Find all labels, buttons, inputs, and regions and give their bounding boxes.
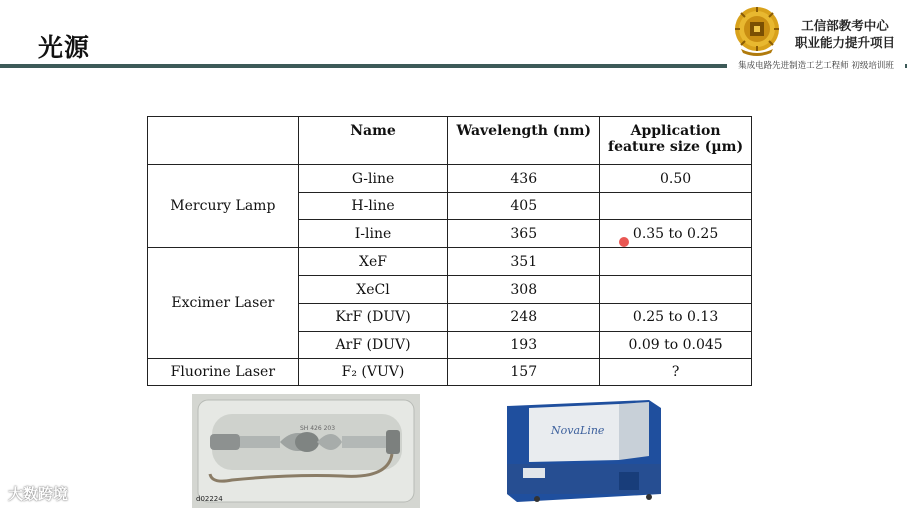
- excimer-laser-icon: [499, 394, 665, 508]
- row-feature: 0.35 to 0.25: [600, 220, 752, 248]
- source-fluorine-laser: Fluorine Laser: [148, 358, 299, 385]
- row-wavelength: 193: [448, 331, 600, 358]
- mercury-lamp-photo: [192, 394, 420, 508]
- watermark: 大数跨境: [8, 485, 69, 503]
- table-row: [148, 358, 752, 385]
- row-feature: [600, 248, 752, 276]
- institution-logo-icon: [733, 5, 781, 57]
- header-name: Name: [298, 117, 448, 165]
- row-feature: [600, 193, 752, 220]
- light-source-table: [147, 116, 752, 386]
- row-name: XeF: [298, 248, 448, 276]
- table-row: [148, 165, 752, 193]
- row-feature: 0.50: [600, 165, 752, 193]
- source-mercury-lamp: Mercury Lamp: [148, 165, 299, 248]
- row-wavelength: 308: [448, 276, 600, 303]
- row-name: I-line: [298, 220, 448, 248]
- pointer-cursor-icon: [619, 237, 629, 247]
- slide-title: 光源: [38, 33, 91, 62]
- row-feature: ?: [600, 358, 752, 385]
- row-feature: 0.09 to 0.045: [600, 331, 752, 358]
- row-wavelength: 248: [448, 303, 600, 331]
- header-source: [148, 117, 299, 165]
- org-name-line1: 工信部教考中心: [801, 18, 889, 33]
- excimer-laser-photo: [499, 394, 665, 508]
- course-name: 集成电路先进制造工艺工程师 初级培训班: [727, 60, 905, 72]
- source-excimer-laser: Excimer Laser: [148, 248, 299, 358]
- row-feature: 0.25 to 0.13: [600, 303, 752, 331]
- row-wavelength: 157: [448, 358, 600, 385]
- row-wavelength: 365: [448, 220, 600, 248]
- row-wavelength: 436: [448, 165, 600, 193]
- svg-text:SH 426 203: SH 426 203: [300, 425, 336, 432]
- header-wavelength: Wavelength (nm): [448, 117, 600, 165]
- row-wavelength: 351: [448, 248, 600, 276]
- lamp-photo-label: d02224: [196, 495, 223, 503]
- row-name: ArF (DUV): [298, 331, 448, 358]
- table-header-row: [148, 117, 752, 165]
- row-wavelength: 405: [448, 193, 600, 220]
- laser-brand-label: NovaLine: [551, 424, 605, 437]
- org-name-line2: 职业能力提升项目: [794, 35, 895, 50]
- row-name: KrF (DUV): [298, 303, 448, 331]
- row-name: H-line: [298, 193, 448, 220]
- row-name: G-line: [298, 165, 448, 193]
- mercury-lamp-icon: [192, 394, 420, 508]
- row-name: F₂ (VUV): [298, 358, 448, 385]
- table-row: [148, 248, 752, 276]
- row-feature: [600, 276, 752, 303]
- row-name: XeCl: [298, 276, 448, 303]
- header-feature-size: Application feature size (µm): [600, 117, 752, 165]
